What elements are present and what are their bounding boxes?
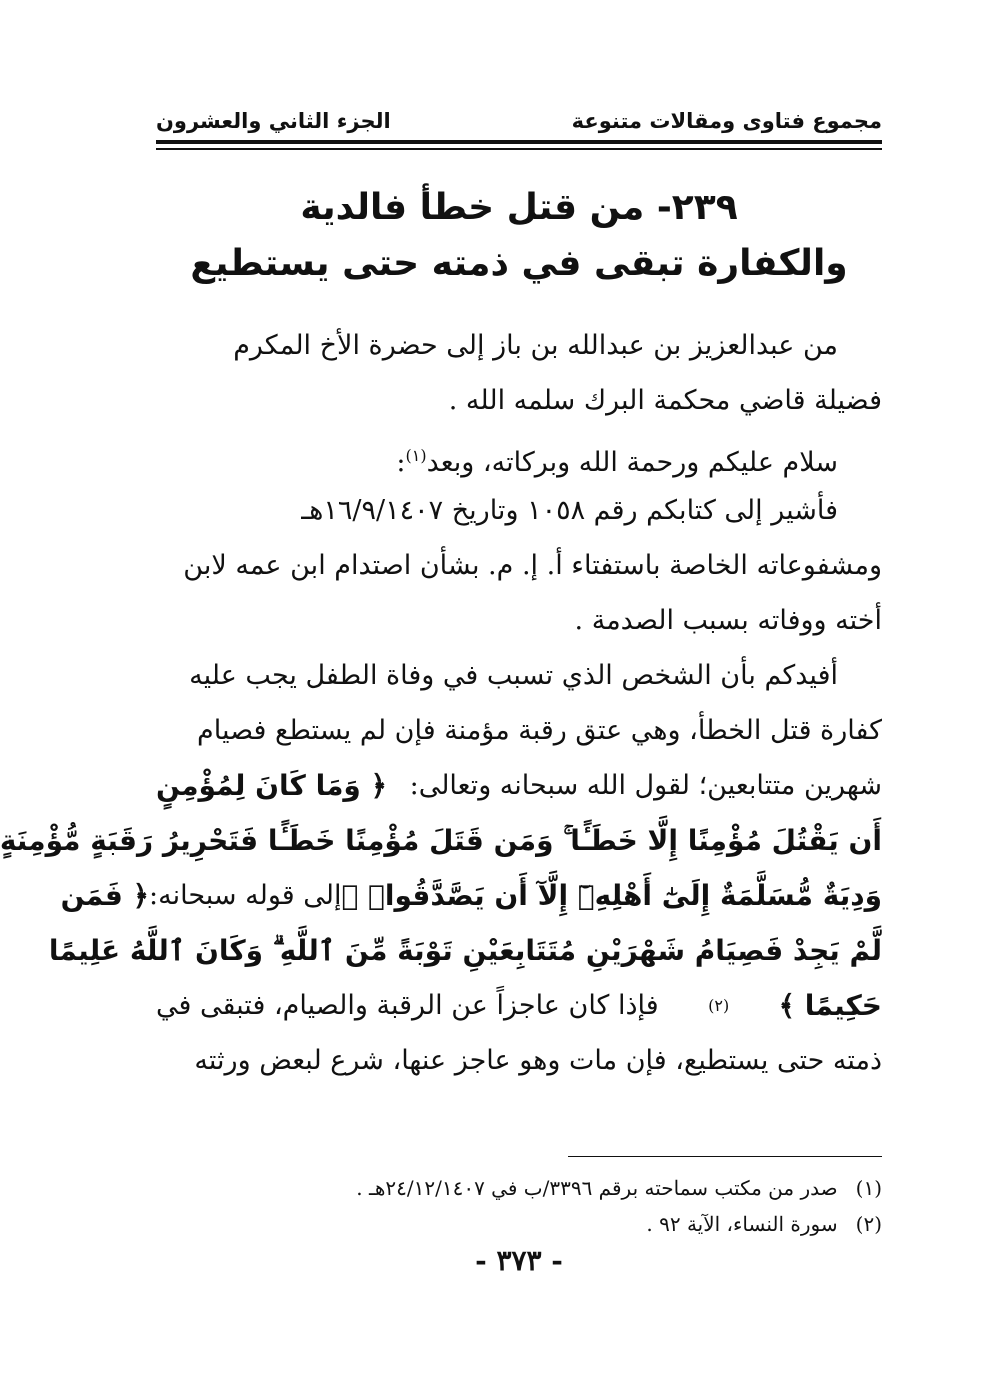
quran-verse: لَّمْ يَجِدْ فَصِيَامُ شَهْرَيْنِ مُتَتَابِعَيْنِ تَوْبَةً مِّنَ ٱللَّهِ ۗ وَكَانَ ٱللَّهُ عَلِيمًا: [48, 934, 882, 967]
body-text: أفيدكم بأن الشخص الذي تسبب في وفاة الطفل يجب عليه: [189, 660, 838, 691]
body-line: [60, 868, 882, 923]
fatwa-title: [156, 180, 882, 292]
body-text: فإذا كان عاجزاً عن الرقبة والصيام، فتبقى في: [156, 990, 659, 1021]
body-text: فأشير إلى كتابكم رقم ١٠٥٨ وتاريخ ١٦/٩/١٤٠٧هـ: [301, 495, 838, 526]
body-text: ومشفوعاته الخاصة باستفتاء أ. إ. م. بشأن اصتدام ابن عمه لابن: [183, 550, 882, 581]
page-number: - ٣٧٣ -: [475, 1244, 563, 1277]
footnote-number: (٢): [855, 1212, 882, 1236]
body-line: [156, 373, 882, 428]
body-text: أخته ووفاته بسبب الصدمة .: [574, 605, 882, 636]
body-line: [156, 978, 882, 1033]
footnote-number: (١): [855, 1176, 882, 1200]
title-line-2: والكفارة تبقى في ذمته حتى يستطيع: [190, 243, 848, 284]
body-text: كفارة قتل الخطأ، وهي عتق رقبة مؤمنة فإن لم يستطع فصيام: [197, 715, 882, 746]
body-line: [156, 703, 882, 758]
footnote-separator: [568, 1156, 882, 1157]
body-text: إلى قوله سبحانه:: [149, 880, 342, 911]
body-text: شهرين متتابعين؛ لقول الله سبحانه وتعالى:: [409, 770, 882, 801]
header-rule: [156, 140, 882, 144]
body-text: فضيلة قاضي محكمة البرك سلمه الله .: [448, 385, 882, 416]
footnote-text: سورة النساء، الآية ٩٢ .: [646, 1212, 838, 1236]
body-text: من عبدالعزيز بن عبدالله بن باز إلى حضرة الأخ المكرم: [233, 330, 838, 361]
footnote: [156, 1206, 882, 1242]
quran-verse: أَن يَقْتُلَ مُؤْمِنًا إِلَّا خَطَـًٔا ۚ وَمَن قَتَلَ مُؤْمِنًا خَطَـًٔا فَتَحْرِيرُ رَقَبَةٍ مُّؤْمِنَةٍ: [0, 824, 882, 857]
body-line: [156, 538, 882, 593]
footnote-ref-1: (١): [405, 446, 427, 465]
footnote-text: صدر من مكتب سماحته برقم ٣٣٩٦/ب في ٢٤/١٢/١٤٠٧هـ .: [356, 1176, 838, 1200]
body-text: ذمته حتى يستطيع، فإن مات وهو عاجز عنها، شرع لبعض ورثته: [194, 1045, 882, 1076]
body-line: [156, 758, 882, 813]
quran-verse: ﴿ فَمَن: [60, 879, 150, 912]
body-line: [156, 318, 882, 373]
body-line: [48, 923, 882, 978]
quran-verse: ﴿ وَمَا كَانَ لِمُؤْمِنٍ: [156, 769, 387, 802]
footnote-ref-2: (٢): [708, 996, 730, 1015]
title-line-1: ٢٣٩- من قتل خطأ فالدية: [300, 187, 738, 228]
quran-verse: وَدِيَةٌ مُّسَلَّمَةٌ إِلَىٰٓ أَهْلِهِۦٓ إِلَّآ أَن يَصَّدَّقُوا۟ ﴾: [341, 879, 882, 912]
footnotes: [156, 1170, 882, 1242]
salutation-colon: :: [396, 447, 406, 478]
body-line: [156, 593, 882, 648]
header-rule-thin: [156, 148, 882, 150]
footnote: [156, 1170, 882, 1206]
body-line: [156, 483, 882, 538]
header-book-title: مجموع فتاوى ومقالات متنوعة: [571, 109, 882, 133]
fatwa-body: [0, 318, 882, 1088]
quran-verse: حَكِيمًا ﴾: [778, 989, 882, 1022]
salutation-text: سلام عليكم ورحمة الله وبركاته، وبعد: [426, 447, 838, 478]
header-volume: الجزء الثاني والعشرون: [156, 109, 391, 133]
running-header: [156, 104, 882, 138]
body-line: [156, 648, 882, 703]
body-line: [156, 428, 882, 483]
body-line: [156, 1033, 882, 1088]
salutation: [396, 428, 838, 483]
body-line: [0, 813, 882, 868]
